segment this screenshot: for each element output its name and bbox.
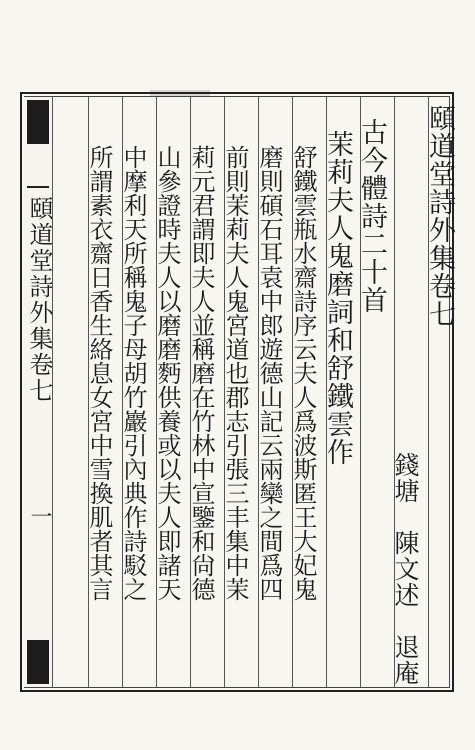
- section-heading: 古今體詩二十首: [356, 118, 387, 314]
- center-fold-title: 頤道堂詩外集卷七: [25, 196, 53, 404]
- author-column: 錢塘 陳文述 退庵: [391, 452, 420, 686]
- text-column-1: 舒鐵雲瓶水齋詩序云夫人爲波斯匿王大妃鬼: [289, 145, 317, 601]
- text-column-3: 前則茉莉夫人鬼宮道也郡志引張三丰集中茉: [221, 145, 249, 601]
- poem-title: 茉莉夫人鬼磨詞和舒鐵雲作: [322, 130, 353, 466]
- book-title-column: 頤道堂詩外集卷七: [424, 104, 455, 328]
- text-column-2: 磨則碩石耳袁中郎遊德山記云兩欒之間爲四: [255, 145, 283, 601]
- page-number: 一: [27, 505, 52, 527]
- column-rule: [52, 97, 53, 687]
- text-column-5: 山參證時夫人以磨磨麪供養或以夫人即諸天: [153, 145, 181, 601]
- text-column-4: 莉元君謂即夫人並稱磨在竹林中宣鑒和尙德: [187, 145, 215, 601]
- fishtail-bottom: [27, 640, 49, 684]
- fishtail-top: [27, 100, 49, 144]
- text-column-7: 所謂素衣齋日香生絡息女宮中雪換肌者其言: [85, 145, 113, 601]
- text-column-6: 中摩利天所稱鬼子母胡竹巖引內典作詩駁之: [119, 145, 147, 601]
